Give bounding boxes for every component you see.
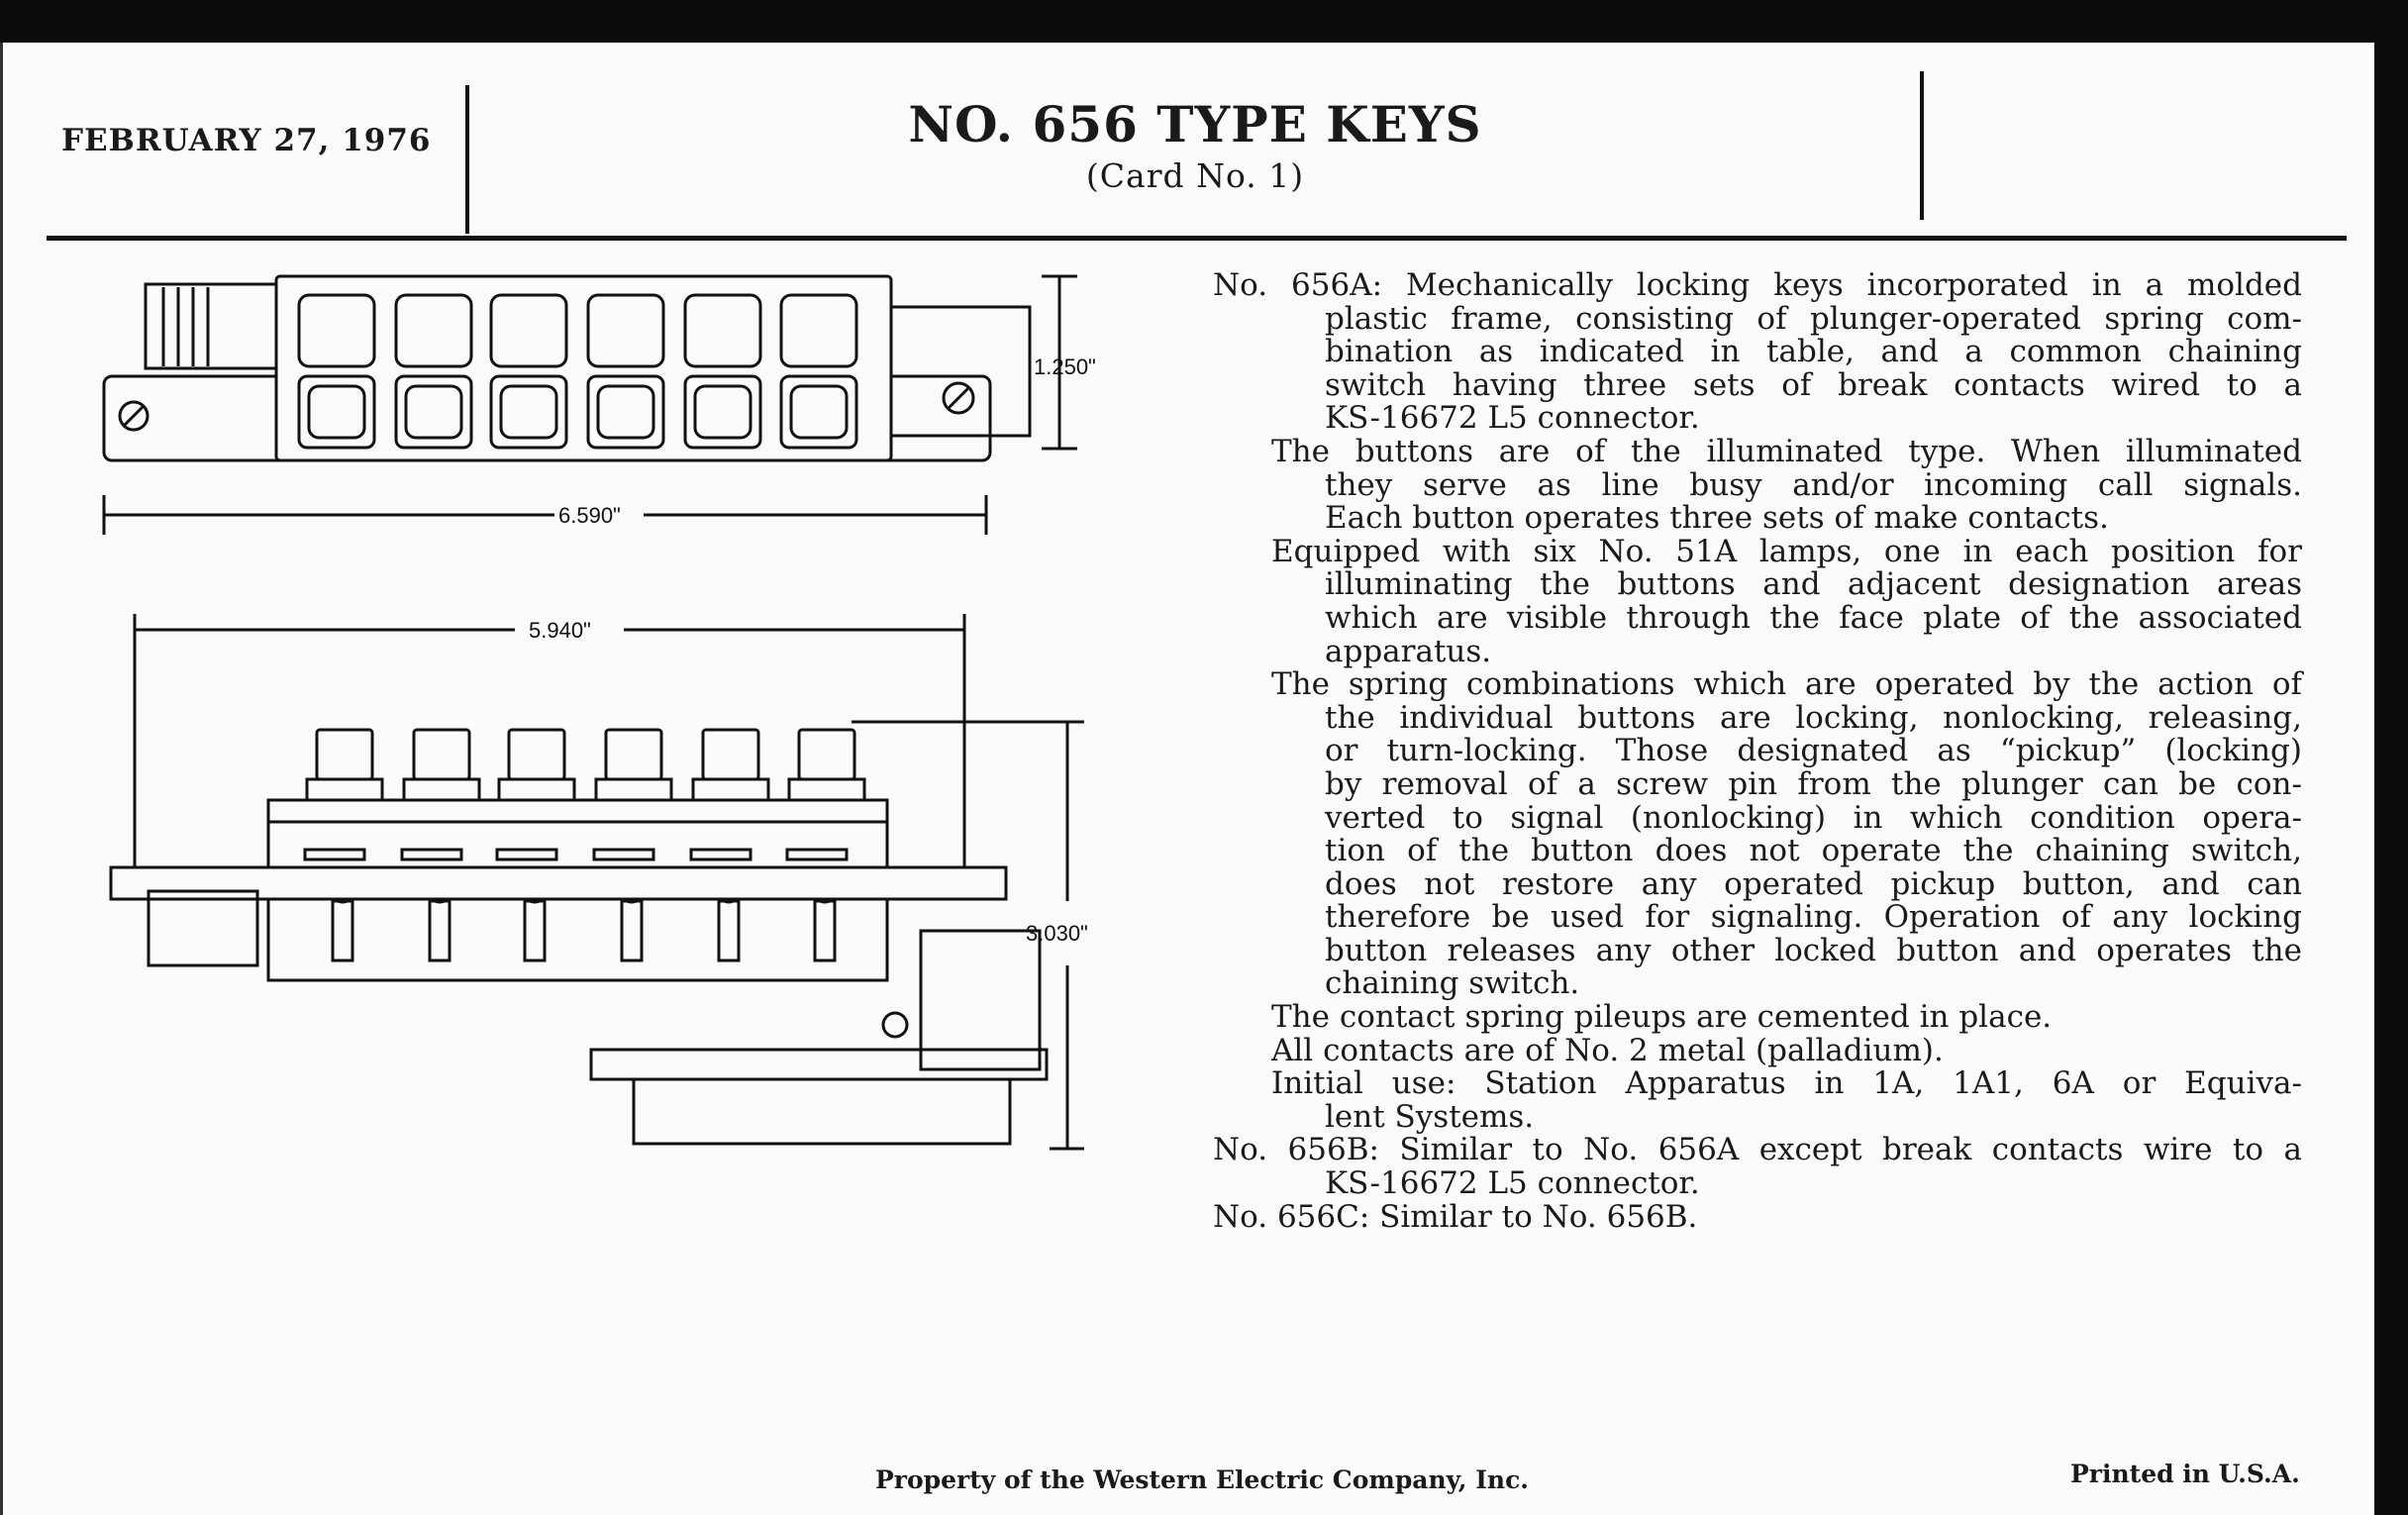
dimension-height-side: 3.030" [1026, 921, 1088, 946]
footer-printed: Printed in U.S.A. [2070, 1460, 2300, 1488]
description-line: lent Systems. [1325, 1098, 1535, 1135]
description-line: they serve as line busy and/or incoming call signals. [1325, 466, 2302, 503]
description-line: The buttons are of the illuminated type. When illuminated [1271, 433, 2302, 469]
key-plunger [305, 730, 382, 960]
header-divider-right [1920, 71, 1924, 220]
side-view-drawing [111, 614, 1084, 1149]
description-line: therefore be used for signaling. Operation of any locking [1325, 899, 2302, 936]
connector [149, 891, 257, 965]
description-line: No. 656C: Similar to No. 656B. [1213, 1198, 1698, 1235]
key-plunger [402, 730, 479, 960]
description-line: KS-16672 L5 connector. [1325, 400, 1700, 437]
base-plate [111, 867, 1006, 899]
description-line: No. 656A: Mechanically locking keys incorporated in a molded [1213, 267, 2302, 303]
description-line: verted to signal (nonlocking) in which condition opera- [1325, 799, 2302, 836]
description-line: which are visible through the face plate of the associated [1325, 599, 2302, 636]
description-line: KS-16672 L5 connector. [1325, 1165, 1700, 1202]
description-line: Each button operates three sets of make contacts. [1325, 500, 2109, 537]
top-view-drawing [104, 276, 1077, 535]
description-line: bination as indicated in table, and a common chaining [1325, 334, 2302, 370]
bottom-connector [634, 1079, 1010, 1144]
description-line: illuminating the buttons and adjacent designation areas [1325, 566, 2302, 603]
card-date: FEBRUARY 27, 1976 [61, 123, 432, 158]
description-line: The contact spring pileups are cemented in place. [1271, 999, 2053, 1036]
scan-right-border [2374, 0, 2408, 1515]
description-line: Equipped with six No. 51A lamps, one in each position for [1271, 533, 2302, 569]
description-line: plastic frame, consisting of plunger-operated spring com- [1325, 300, 2302, 337]
description-line: button releases any other locked button and operates the [1325, 932, 2302, 968]
description-line: the individual buttons are locking, nonlocking, releasing, [1325, 699, 2302, 736]
page-title: NO. 656 TYPE KEYS [908, 95, 1482, 153]
key-drawings [0, 0, 1188, 1238]
description-line: apparatus. [1325, 633, 1492, 669]
key-plunger [594, 730, 671, 960]
card-number: (Card No. 1) [1085, 156, 1305, 195]
dimension-height-top: 1.250" [1034, 354, 1096, 379]
footer-property: Property of the Western Electric Company, Inc. [875, 1465, 1530, 1494]
dimension-width: 5.940" [529, 618, 591, 643]
description-line: by removal of a screw pin from the plunger can be con- [1325, 765, 2302, 802]
description-line: The spring combinations which are operated by the action of [1271, 666, 2302, 703]
description-line: or turn-locking. Those designated as “pickup” (locking) [1325, 733, 2302, 769]
description-line: Initial use: Station Apparatus in 1A, 1A1, 6A or Equiva- [1271, 1065, 2302, 1102]
description-line: All contacts are of No. 2 metal (palladium). [1271, 1032, 1944, 1068]
description-text [1213, 269, 2302, 1234]
key-plunger [497, 730, 574, 960]
description-line: does not restore any operated pickup button, and can [1325, 865, 2302, 902]
dimension-length: 6.590" [558, 503, 621, 528]
key-plunger [787, 730, 864, 960]
description-line: chaining switch. [1325, 965, 1580, 1002]
description-line: switch having three sets of break contacts wired to a [1325, 366, 2302, 403]
key-frame [276, 276, 891, 460]
description-line: tion of the button does not operate the chaining switch, [1325, 833, 2302, 869]
key-plunger [691, 730, 768, 960]
description-line: No. 656B: Similar to No. 656A except break contacts wire to a [1213, 1132, 2302, 1168]
connector [146, 284, 276, 368]
